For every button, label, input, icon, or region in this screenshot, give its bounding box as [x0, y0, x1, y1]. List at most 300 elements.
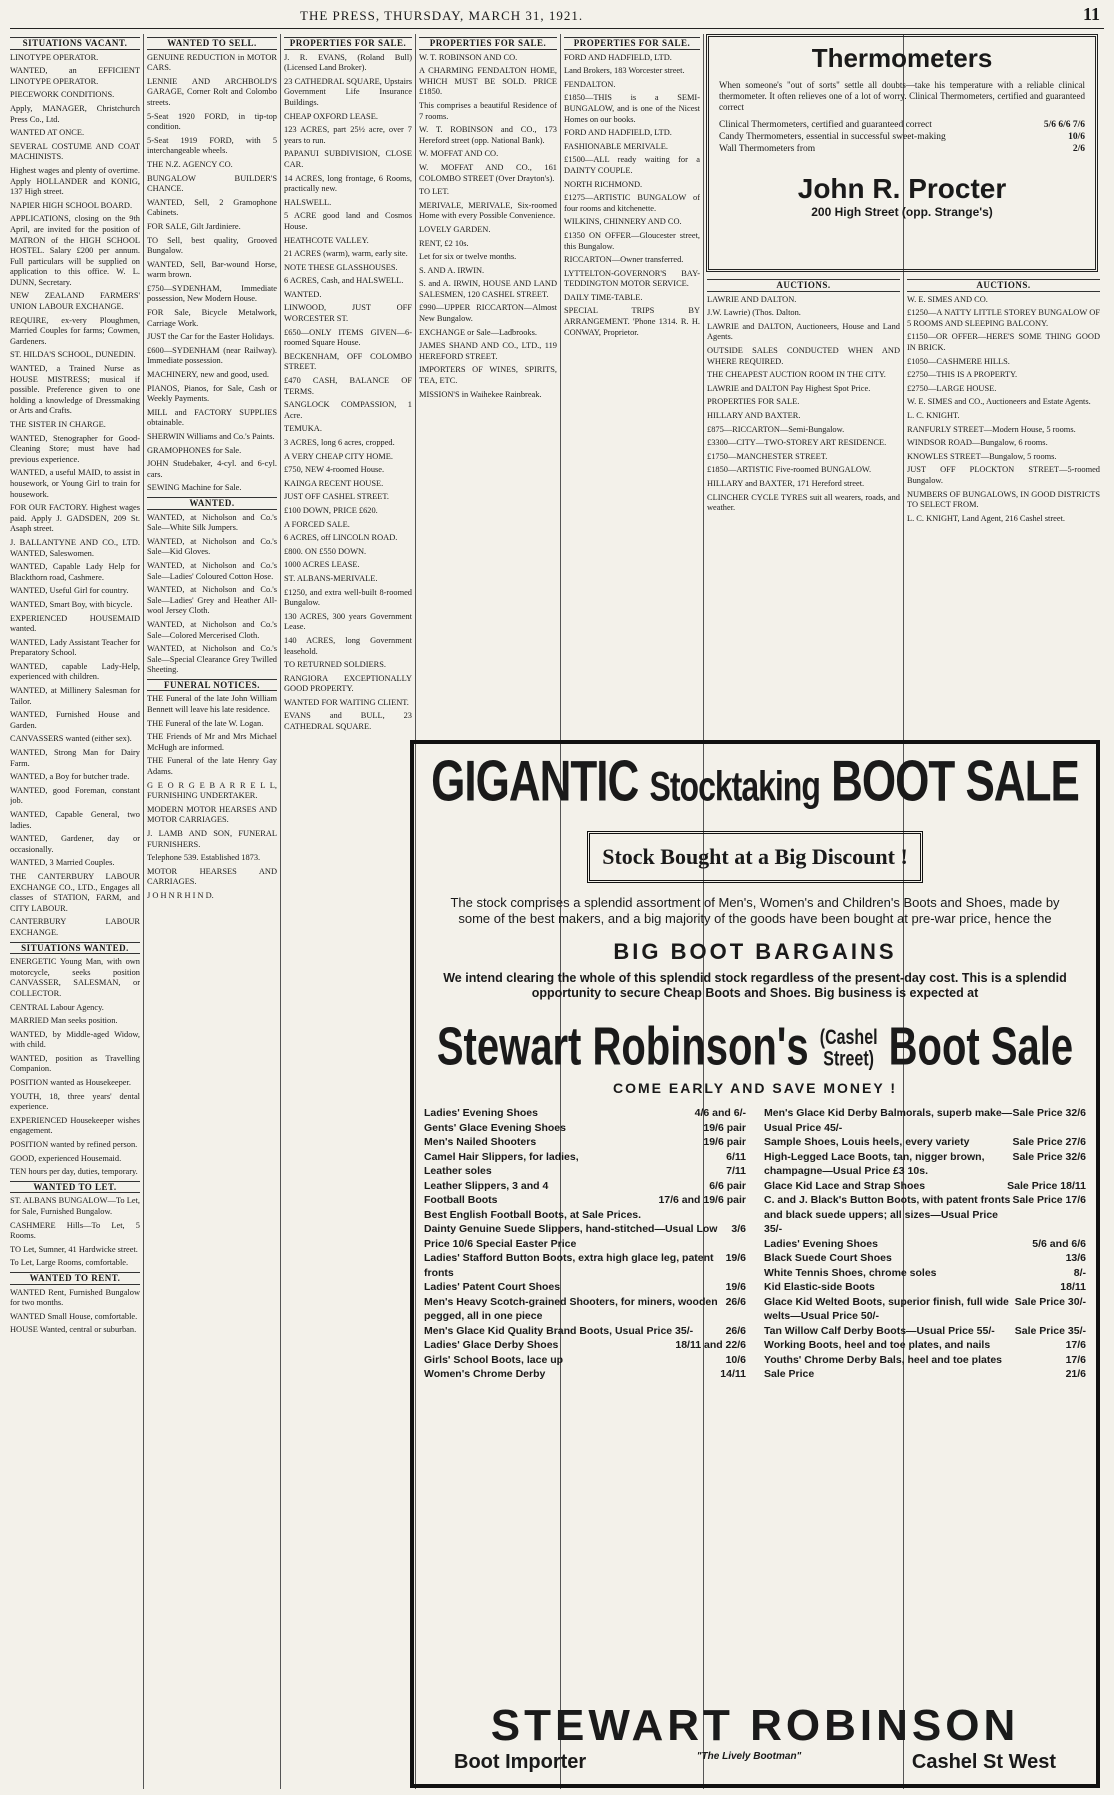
price-item [764, 1295, 1086, 1324]
ad-paragraph: PIECEWORK CONDITIONS. [10, 90, 115, 100]
item-price: 17/6 [1065, 1339, 1086, 1351]
price-item [764, 1106, 1086, 1135]
item-name: Men's Heavy Scotch-grained Shooters, for miners, wooden pegged, all in one piece [424, 1295, 718, 1322]
item-name: Ladies' Evening Shoes [424, 1107, 538, 1119]
ad-paragraph: WANTED, Lady Assistant Teacher for Preparatory School. [10, 637, 140, 658]
ad-paragraph: SHERWIN Williams and Co.'s Paints. [147, 432, 275, 441]
ad-paragraph: FOR OUR FACTORY. Highest wages paid. Apply J. GADSDEN, 209 St. Asaph street. [10, 503, 140, 534]
price-row [719, 143, 1085, 155]
store-name: Stewart Robinson's [436, 1017, 809, 1077]
ad-title: Thermometers [811, 43, 993, 73]
ad-paragraph: MERIVALE, MERIVALE, Six-roomed Home with every Possible Convenience. [419, 200, 557, 221]
ad-paragraph: ST. HILDA'S SCHOOL, DUNEDIN. [10, 350, 136, 360]
ad-paragraph: CASHMERE Hills—To Let, 5 Rooms. [10, 1220, 140, 1241]
item-name: Sample Shoes, Louis heels, every variety [764, 1136, 970, 1148]
column-wanted-to-sell [147, 34, 277, 1789]
ad-list [10, 957, 140, 1178]
ad-paragraph: POSITION wanted by refined person. [10, 1140, 138, 1150]
ad-paragraph: WANTED, at Nicholson and Co.'s Sale—Colored Mercerised Cloth. [147, 619, 277, 640]
come-early-banner: COME EARLY AND SAVE MONEY ! [612, 1080, 897, 1096]
price-item [764, 1324, 1086, 1339]
ad-list [419, 53, 557, 401]
ad-paragraph: HEATHCOTE VALLEY. [284, 235, 369, 245]
item-name: Men's Glace Kid Quality Brand Boots, Usual Price 35/- [424, 1324, 694, 1337]
ad-paragraph: LAWRIE and DALTON, Auctioneers, House and Land Agents. [707, 321, 900, 342]
ad-list [10, 1196, 140, 1269]
ad-paragraph: A CHARMING FENDALTON HOME, WHICH MUST BE SOLD. PRICE £1850. [419, 66, 557, 97]
ad-paragraph: S. AND A. IRWIN. [419, 265, 485, 275]
ad-paragraph: TEN hours per day, duties, temporary. [10, 1167, 138, 1177]
item-price: Sale Price 30/- [1014, 1295, 1086, 1308]
ad-paragraph: WANTED, position as Travelling Companion. [10, 1053, 140, 1074]
masthead-title: THE PRESS, THURSDAY, MARCH 31, 1921. [300, 8, 584, 23]
footer-address: Cashel St West [911, 1751, 1056, 1773]
ad-paragraph: NAPIER HIGH SCHOOL BOARD. [10, 200, 133, 210]
ad-paragraph: THE SISTER IN CHARGE. [10, 420, 106, 429]
ad-paragraph: W. MOFFAT AND CO., 161 COLOMBO STREET (Over Drayton's). [419, 162, 557, 183]
ad-paragraph: THE CHEAPEST AUCTION ROOM IN THE CITY. [707, 370, 886, 380]
ad-paragraph: ENERGETIC Young Man, with own motorcycle, seeks position CANVASSER, SALESMAN, or COLLECTOR. [10, 957, 140, 998]
section-header-wanted-to-rent: WANTED TO RENT. [10, 1272, 140, 1285]
section-header-situations-vacant: SITUATIONS VACANT. [10, 37, 140, 50]
price-item [424, 1324, 746, 1339]
ad-paragraph: THE Friends of Mr and Mrs Michael McHugh are informed. [147, 732, 277, 752]
ad-paragraph: RANGIORA EXCEPTIONALLY GOOD PROPERTY. [284, 673, 412, 694]
item-name: Dainty Genuine Suede Slippers, hand-stitched—Usual Low Price 10/6 Special Easter Price [424, 1223, 718, 1250]
ad-headline [424, 750, 1086, 819]
price-list [424, 1106, 1086, 1382]
ad-paragraph: £1250, and extra well-built 8-roomed Bungalow. [284, 587, 412, 608]
price-item [424, 1208, 746, 1223]
price-item [424, 1280, 746, 1295]
ad-paragraph: £750, NEW 4-roomed House. [284, 465, 385, 475]
item-price: 21/6 [1065, 1368, 1086, 1380]
ad-paragraph: WANTED, Smart Boy, with bicycle. [10, 599, 133, 609]
ad-paragraph: RENT, £2 10s. [419, 238, 469, 248]
headline-gigantic: GIGANTIC [431, 750, 639, 814]
ad-paragraph: Apply, MANAGER, Christchurch Press Co., Ltd. [10, 103, 140, 124]
ad-paragraph: WANTED, capable Lady-Help, experienced with children. [10, 661, 140, 682]
ad-paragraph: W. E. SIMES and CO., Auctioneers and Estate Agents. [907, 397, 1091, 407]
ad-list [147, 53, 277, 494]
item-name: Ladies' Stafford Button Boots, extra high glace leg, patent fronts [424, 1252, 714, 1279]
ad-paragraph: WANTED, at Nicholson and Co.'s Sale—Special Clearance Grey Twilled Sheeting. [147, 644, 277, 675]
item-price: 8/- [1073, 1266, 1086, 1279]
column-properties-c [564, 34, 700, 734]
ad-paragraph: £2750—THIS IS A PROPERTY. [907, 370, 1018, 380]
ad-paragraph: £1750—MANCHESTER STREET. [707, 451, 828, 461]
item-price: 13/6 [1065, 1252, 1086, 1264]
price-row [719, 119, 1085, 131]
item-name: Best English Football Boots, at Sale Prices. [424, 1208, 642, 1221]
ad-paragraph: LAWRIE AND DALTON. [707, 294, 797, 304]
ad-paragraph: 5-Seat 1919 FORD, with 5 interchangeable wheels. [147, 135, 277, 156]
ad-paragraph: £990—UPPER RICCARTON—Almost New Bungalow. [419, 303, 557, 324]
price-item [424, 1338, 746, 1353]
ad-paragraph: THE Funeral of the late W. Logan. [147, 718, 264, 728]
price-list [719, 119, 1085, 155]
advertiser-name: John R. Procter [797, 173, 1007, 204]
ad-paragraph: MODERN MOTOR HEARSES AND MOTOR CARRIAGES. [147, 804, 277, 825]
item-price: Sale Price 35/- [1014, 1324, 1086, 1337]
ad-paragraph: WANTED, 3 Married Couples. [10, 858, 115, 868]
ad-paragraph: WANTED, Stenographer for Good-Cleaning Store; must have had previous experience. [10, 433, 140, 464]
ad-paragraph: £100 DOWN, PRICE £620. [284, 505, 378, 515]
column-auctions-b [907, 276, 1100, 736]
price-value: 5/6 6/6 7/6 [1043, 120, 1085, 130]
ad-paragraph: SANGLOCK COMPASSION, 1 Acre. [284, 400, 412, 420]
ad-paragraph: TO LET. [419, 187, 449, 197]
ad-paragraph: J O H N R H I N D. [147, 890, 214, 900]
ad-paragraph: W. T. ROBINSON and CO., 173 Hereford street (opp. National Bank). [419, 125, 557, 145]
ad-paragraph: WANTED FOR WAITING CLIENT. [284, 697, 409, 707]
ad-paragraph: £875—RICCARTON—Semi-Bungalow. [707, 424, 845, 434]
ad-paragraph: MACHINERY, new and good, used. [147, 370, 269, 380]
ad-paragraph: JUST OFF CASHEL STREET. [284, 492, 390, 502]
item-name: Sale Price [764, 1368, 815, 1380]
item-name: Ladies' Evening Shoes [764, 1237, 878, 1250]
boot-sale-word: Boot Sale [888, 1017, 1074, 1077]
ad-paragraph: CLINCHER CYCLE TYRES suit all wearers, roads, and weather. [707, 492, 900, 513]
ad-paragraph: £3300—CITY—TWO-STOREY ART RESIDENCE. [707, 438, 887, 448]
ad-paragraph: JAMES SHAND AND CO., LTD., 119 HEREFORD STREET. [419, 341, 557, 361]
ad-paragraph: SEWING Machine for Sale. [147, 483, 242, 493]
item-name: Gents' Glace Evening Shoes [424, 1121, 566, 1134]
ad-paragraph: 5 ACRE good land and Cosmos House. [284, 211, 412, 231]
item-name: Men's Nailed Shooters [424, 1136, 537, 1148]
ad-paragraph: 140 ACRES, long Government leasehold. [284, 635, 412, 656]
ad-paragraph: A FORCED SALE. [284, 519, 350, 529]
ad-paragraph: 5-Seat 1920 FORD, in tip-top condition. [147, 111, 277, 132]
item-price: 7/11 [726, 1165, 746, 1177]
ad-paragraph: GRAMOPHONES for Sale. [147, 445, 242, 455]
ad-paragraph: THE Funeral of the late John William Bennett will leave his late residence. [147, 694, 277, 715]
ad-paragraph: JUST the Car for the Easter Holidays. [147, 332, 275, 342]
ad-paragraph: L. C. KNIGHT, Land Agent, 216 Cashel street. [907, 513, 1066, 523]
item-price: 19/6 pair [703, 1121, 746, 1134]
column-properties-a [284, 34, 412, 1789]
ad-paragraph: HILLARY and BAXTER, 171 Hereford street. [707, 478, 865, 488]
item-price: 6/6 pair [709, 1179, 746, 1192]
ad-paragraph: This comprises a beautiful Residence of 7 rooms. [419, 100, 557, 121]
ad-paragraph: 130 ACRES, 300 years Government Lease. [284, 611, 412, 632]
price-item [424, 1179, 746, 1194]
ad-paragraph: CANVASSERS wanted (either sex). [10, 734, 132, 744]
ad-paragraph: L. C. KNIGHT. [907, 410, 960, 420]
item-price: 3/6 [731, 1223, 746, 1235]
column-situations [10, 34, 140, 1789]
ad-paragraph: WANTED, at Nicholson and Co.'s Sale—Ladies' Grey and Heather All-wool Jersey Cloth. [147, 585, 277, 616]
footer-signature: "The Lively Bootman" [696, 1751, 802, 1762]
ad-paragraph: POSITION wanted as Housekeeper. [10, 1078, 131, 1088]
ad-paragraph: RANFURLY STREET—Modern House, 5 rooms. [907, 424, 1076, 434]
price-item [764, 1251, 1086, 1266]
ad-paragraph: CHEAP OXFORD LEASE. [284, 111, 378, 121]
ad-paragraph: £1150—OR OFFER—HERE'S SOME THING GOOD IN BRICK. [907, 332, 1100, 352]
ad-paragraph: £1850—ARTISTIC Five-roomed BUNGALOW. [707, 465, 872, 475]
ad-paragraph: WANTED, an EFFICIENT LINOTYPE OPERATOR. [10, 66, 140, 86]
ad-paragraph: £1850—THIS is a SEMI-BUNGALOW, and is one of the Nicest Homes on our books. [564, 93, 700, 124]
item-price: 17/6 [1065, 1353, 1086, 1366]
ad-paragraph: 23 CATHEDRAL SQUARE, Upstairs Government Life Insurance Buildings. [284, 76, 412, 107]
ad-paragraph: WANTED, Sell, Bar-wound Horse, warm brown. [147, 259, 277, 280]
item-price: 19/6 [725, 1281, 746, 1293]
ad-list [147, 694, 277, 901]
ad-paragraph: We intend clearing the whole of this splendid stock regardless of the present-day cost. This is a splendid opportunity to secure Cheap Boots and Shoes. Big business is expected at [443, 971, 1067, 1000]
ad-paragraph: EVANS and BULL, 23 CATHEDRAL SQUARE. [284, 711, 412, 732]
ad-footer [414, 1701, 1096, 1774]
ad-paragraph: WANTED, Useful Girl for country. [10, 586, 129, 596]
item-price: 4/6 and 6/- [694, 1107, 746, 1119]
item-price: Sale Price 32/6 [1012, 1150, 1086, 1163]
cashel-street-label: (Cashel Street) [819, 1027, 878, 1072]
price-item [764, 1367, 1086, 1382]
price-item [424, 1121, 746, 1136]
price-item [424, 1367, 746, 1382]
price-item [764, 1338, 1086, 1353]
ad-paragraph: SPECIAL TRIPS BY ARRANGEMENT. 'Phone 1314. R. H. CONWAY, Proprietor. [564, 306, 700, 337]
item-name: Ladies' Glace Derby Shoes [424, 1339, 559, 1351]
ad-paragraph: £600—SYDENHAM (near Railway). Immediate possession. [147, 345, 277, 366]
price-item [764, 1135, 1086, 1150]
item-price: 26/6 [725, 1295, 746, 1308]
item-price: Sale Price 17/6 [1012, 1194, 1086, 1206]
price-item [424, 1251, 746, 1280]
price-row [719, 131, 1085, 143]
item-price: 19/6 [725, 1252, 746, 1264]
ad-paragraph: PIANOS, Pianos, for Sale, Cash or Weekly Payments. [147, 383, 277, 404]
item-price: 6/11 [726, 1150, 746, 1163]
item-name: Black Suede Court Shoes [764, 1252, 892, 1264]
ad-paragraph: ST. ALBANS-MERIVALE. [284, 573, 378, 583]
ad-paragraph: FOR Sale, Bicycle Metalwork, Carriage Work. [147, 308, 277, 328]
ad-paragraph: FASHIONABLE MERIVALE. [564, 141, 668, 151]
advertiser-address: 200 High Street (opp. Strange's) [811, 205, 993, 219]
ad-paragraph: LYTTELTON-GOVERNOR'S BAY-TEDDINGTON MOTOR SERVICE. [564, 268, 700, 289]
ad-paragraph: BUNGALOW BUILDER'S CHANCE. [147, 173, 277, 194]
column-rule [280, 34, 281, 1789]
ad-list [564, 53, 700, 339]
ad-paragraph: 21 ACRES (warm), warm, early site. [284, 249, 408, 259]
ad-paragraph: WANTED, good Foreman, constant job. [10, 785, 140, 806]
section-header-properties: PROPERTIES FOR SALE. [419, 37, 557, 50]
ad-paragraph: WANTED AT ONCE. [10, 128, 85, 138]
item-price: 18/11 and 22/6 [675, 1339, 746, 1351]
price-item [424, 1106, 746, 1121]
item-name: Leather Slippers, 3 and 4 [424, 1179, 549, 1192]
ad-paragraph: SEVERAL COSTUME AND COAT MACHINISTS. [10, 141, 140, 162]
ad-paragraph: CENTRAL Labour Agency. [10, 1002, 104, 1012]
price-item [424, 1193, 746, 1208]
section-header-funeral-notices: FUNERAL NOTICES. [147, 679, 277, 692]
item-price: 14/11 [720, 1368, 746, 1380]
ad-paragraph: WANTED, Capable Lady Help for Blackthorn road, Cashmere. [10, 562, 140, 582]
price-item [424, 1164, 746, 1179]
ad-list [147, 513, 277, 676]
ad-paragraph: WILKINS, CHINNERY AND CO. [564, 217, 682, 227]
ad-paragraph: HOUSE Wanted, central or suburban. [10, 1325, 137, 1335]
ad-paragraph: MISSION'S in Waihekee Rainbreak. [419, 389, 542, 399]
section-header-situations-wanted: SITUATIONS WANTED. [10, 942, 140, 955]
ad-paragraph: CANTERBURY LABOUR EXCHANGE. [10, 917, 140, 937]
ad-list [707, 295, 900, 514]
item-name: Men's Glace Kid Derby Balmorals, superb make—Usual Price 45/- [764, 1107, 1013, 1134]
price-item [424, 1353, 746, 1368]
ad-paragraph: PAPANUI SUBDIVISION, CLOSE CAR. [284, 149, 412, 169]
ad-paragraph: NUMBERS OF BUNGALOWS, IN GOOD DISTRICTS TO SELECT FROM. [907, 489, 1100, 510]
section-header-auctions: AUCTIONS. [707, 279, 900, 292]
ad-paragraph: £1050—CASHMERE HILLS. [907, 356, 1010, 366]
ad-paragraph: FORD AND HADFIELD, LTD. [564, 52, 672, 62]
item-price: Sale Price 27/6 [1012, 1136, 1086, 1148]
ad-paragraph: GOOD, experienced Housemaid. [10, 1153, 122, 1163]
ad-paragraph: WANTED, at Nicholson and Co.'s Sale—Ladies' Coloured Cotton Hose. [147, 560, 277, 581]
item-price: Sale Price 18/11 [1007, 1179, 1086, 1192]
masthead [0, 0, 1114, 30]
ad-paragraph: WANTED, Capable General, two ladies. [10, 810, 140, 830]
item-price: 17/6 and 19/6 pair [658, 1194, 746, 1206]
item-name: Tan Willow Calf Derby Boots—Usual Price 55/- [764, 1324, 995, 1337]
ad-paragraph: £750—SYDENHAM, Immediate possession, New Modern House. [147, 283, 277, 304]
ad-paragraph: NORTH RICHMOND. [564, 179, 643, 189]
item-price: 5/6 and 6/6 [1032, 1237, 1086, 1250]
ad-paragraph: LAWRIE and DALTON Pay Highest Spot Price. [707, 383, 871, 393]
ad-intro: When someone's "out of sorts" settle all doubts—take his temperature with a reliable clinical thermometer. It often relieves one of a lot of worry. Clinical Thermometers, certified and guaranteed correct [719, 80, 1085, 112]
ad-paragraph: J.W. Lawrie) (Thos. Dalton. [707, 308, 801, 318]
item-price: Sale Price 32/6 [1012, 1107, 1086, 1119]
ad-paragraph: W. MOFFAT AND CO. [419, 149, 499, 159]
page-number: 11 [1082, 4, 1100, 24]
headline-stocktaking: Stocktaking [649, 763, 820, 810]
item-name: Football Boots [424, 1194, 498, 1206]
ad-paragraph: WANTED, Sell, 2 Gramophone Cabinets. [147, 197, 277, 218]
ad-paragraph: KAINGA RECENT HOUSE. [284, 478, 384, 488]
ad-paragraph: £1275—ARTISTIC BUNGALOW of four rooms and kitchenette. [564, 193, 700, 213]
ad-paragraph: WANTED, a Boy for butcher trade. [10, 772, 130, 782]
ad-paragraph: TEMUKA. [284, 424, 322, 434]
ad-paragraph: LINOTYPE OPERATOR. [10, 52, 99, 62]
ad-paragraph: WINDSOR ROAD—Bungalow, 6 rooms. [907, 438, 1048, 448]
ad-paragraph: WANTED Small House, comfortable. [10, 1311, 138, 1321]
price-item [764, 1280, 1086, 1295]
price-label: Candy Thermometers, essential in successful sweet-making [719, 132, 946, 142]
ad-paragraph: LOVELY GARDEN. [419, 224, 491, 234]
ad-paragraph: REQUIRE, ex-very Ploughmen, Married Couples for farms; Cowmen, Gardeners. [10, 315, 140, 346]
ad-paragraph: EXCHANGE or Sale—Ladbrooks. [419, 327, 537, 337]
ad-paragraph: G E O R G E B A R R E L L, FURNISHING UNDERTAKER. [147, 780, 277, 801]
price-item [424, 1135, 746, 1150]
ad-paragraph: RICCARTON—Owner transferred. [564, 255, 684, 265]
price-value: 10/6 [1068, 132, 1085, 142]
item-name: Kid Elastic-side Boots [764, 1281, 875, 1293]
ad-paragraph: HILLARY AND BAXTER. [707, 410, 801, 420]
ad-paragraph: The stock comprises a splendid assortment of Men's, Women's and Children's Boots and Shoes, made by some of the best makers, and a big majority of the goods have been bought at pre-war price, hence the [450, 895, 1060, 926]
ad-paragraph: THE N.Z. AGENCY CO. [147, 159, 233, 169]
ad-paragraph: PROPERTIES FOR SALE. [707, 397, 800, 407]
section-header-wanted-to-let: WANTED TO LET. [10, 1181, 140, 1194]
ad-paragraph: TO Sell, best quality, Grooved Bungalow. [147, 235, 277, 256]
item-price: 10/6 [725, 1353, 746, 1366]
price-value: 2/6 [1072, 144, 1085, 154]
item-price: 18/11 [1060, 1281, 1086, 1293]
price-label: Wall Thermometers from [719, 144, 816, 154]
price-item [764, 1150, 1086, 1179]
item-price: 26/6 [725, 1324, 746, 1337]
masthead-rule [10, 28, 1104, 29]
ad-paragraph: FENDALTON. [564, 79, 616, 89]
ad-paragraph: LENNIE AND ARCHBOLD'S GARAGE, Corner Rolt and Colombo streets. [147, 76, 277, 107]
ad-paragraph: 6 ACRES, off LINCOLN ROAD. [284, 533, 398, 543]
ad-paragraph: WANTED, by Middle-aged Widow, with child. [10, 1029, 140, 1050]
price-label: Clinical Thermometers, certified and guaranteed correct [719, 120, 932, 130]
ad-paragraph: J. R. EVANS, (Roland Bull) (Licensed Land Broker). [284, 52, 412, 73]
ad-paragraph: WANTED, a useful MAID, to assist in housework, or Young Girl to train for housework. [10, 468, 140, 499]
ad-list [10, 53, 140, 939]
section-header-properties: PROPERTIES FOR SALE. [564, 37, 700, 50]
ad-paragraph: FORD AND HADFIELD, LTD. [564, 128, 672, 138]
item-name: White Tennis Shoes, chrome soles [764, 1266, 937, 1279]
column-auctions-a [707, 276, 900, 736]
street-word: Street [823, 1048, 869, 1072]
ad-paragraph: £1250—A NATTY LITTLE STOREY BUNGALOW OF 5 ROOMS AND SLEEPING BALCONY. [907, 308, 1100, 328]
ad-paragraph: J. BALLANTYNE AND CO., LTD. WANTED, Saleswomen. [10, 537, 140, 558]
price-item [424, 1222, 746, 1251]
price-item [424, 1295, 746, 1324]
ad-paragraph: NOTE THESE GLASSHOUSES. [284, 262, 398, 272]
ad-paragraph: TO Let, Sumner, 41 Hardwicke street. [10, 1244, 138, 1254]
ad-paragraph: JOHN Studebaker, 4-cyl. and 6-cyl. cars. [147, 459, 277, 479]
item-name: High-Legged Lace Boots, tan, nigger brown, champagne—Usual Price £3 10s. [764, 1150, 985, 1177]
ad-paragraph: A VERY CHEAP CITY HOME. [284, 451, 393, 461]
price-item [764, 1179, 1086, 1194]
ad-paragraph: 14 ACRES, long frontage, 6 Rooms, practically new. [284, 173, 412, 194]
ad-paragraph: DAILY TIME-TABLE. [564, 292, 643, 302]
cashel-word: Cashel [825, 1027, 878, 1051]
section-header-properties: PROPERTIES FOR SALE. [284, 37, 412, 50]
ad-paragraph: WANTED, at Nicholson and Co.'s Sale—Kid Gloves. [147, 536, 277, 557]
ad-list [907, 295, 1100, 525]
ad-paragraph: 1000 ACRES LEASE. [284, 560, 360, 570]
item-name: Working Boots, heel and toe plates, and nails [764, 1339, 991, 1351]
ad-paragraph: HALSWELL. [284, 197, 332, 207]
item-name: C. and J. Black's Button Boots, with patent fronts and black suede uppers; all sizes—Usual Price 35/- [764, 1194, 1011, 1235]
ad-paragraph: Highest wages and plenty of overtime. Apply HOLLANDER and KONIG, 137 High street. [10, 165, 140, 197]
ad-paragraph: WANTED Rent, Furnished Bungalow for two months. [10, 1287, 140, 1308]
item-name: Glace Kid Lace and Strap Shoes [764, 1179, 926, 1192]
price-item [764, 1237, 1086, 1252]
ad-paragraph: W. T. ROBINSON AND CO. [419, 52, 518, 62]
item-name: Women's Chrome Derby [424, 1368, 546, 1380]
footer-line [414, 1751, 1096, 1774]
ad-paragraph: 123 ACRES, part 25½ acre, over 7 years to run. [284, 125, 412, 145]
ad-paragraph: J. LAMB AND SON, FUNERAL FURNISHERS. [147, 829, 277, 849]
ad-paragraph: WANTED, at Nicholson and Co.'s Sale—White Silk Jumpers. [147, 512, 277, 533]
ad-paragraph: WANTED, a Trained Nurse as HOUSE MISTRESS; musical if possible. Preference given to one holding a knowledge of Dressmaking or Arts and Crafts. [10, 364, 140, 416]
ad-paragraph: Telephone 539. Established 1873. [147, 853, 261, 863]
ad-list [284, 53, 412, 733]
ad-paragraph: THE Funeral of the late Henry Gay Adams. [147, 756, 277, 777]
ad-paragraph: WANTED, Furnished House and Garden. [10, 710, 140, 730]
ad-paragraph: JUST OFF PLOCKTON STREET—5-roomed Bungalow. [907, 465, 1100, 485]
ad-paragraph: EXPERIENCED Housekeeper wishes engagement. [10, 1115, 140, 1136]
ad-paragraph: APPLICATIONS, closing on the 9th April, are invited for the position of MATRON of the HIGH SCHOOL HOSTEL. Salary £200 per annum. Full particulars will be supplied on application to this office. W. L. DUNN, Secretary. [10, 214, 140, 287]
ad-list [10, 1288, 140, 1336]
ad-paragraph: YOUTH, 18, three years' dental experience. [10, 1091, 140, 1112]
ad-paragraph: MOTOR HEARSES AND CARRIAGES. [147, 866, 277, 887]
ad-paragraph: WANTED, Gardener, day or occasionally. [10, 834, 140, 854]
ad-paragraph: MARRIED Man seeks position. [10, 1016, 118, 1026]
ad-paragraph: To Let, Large Rooms, comfortable. [10, 1258, 129, 1268]
